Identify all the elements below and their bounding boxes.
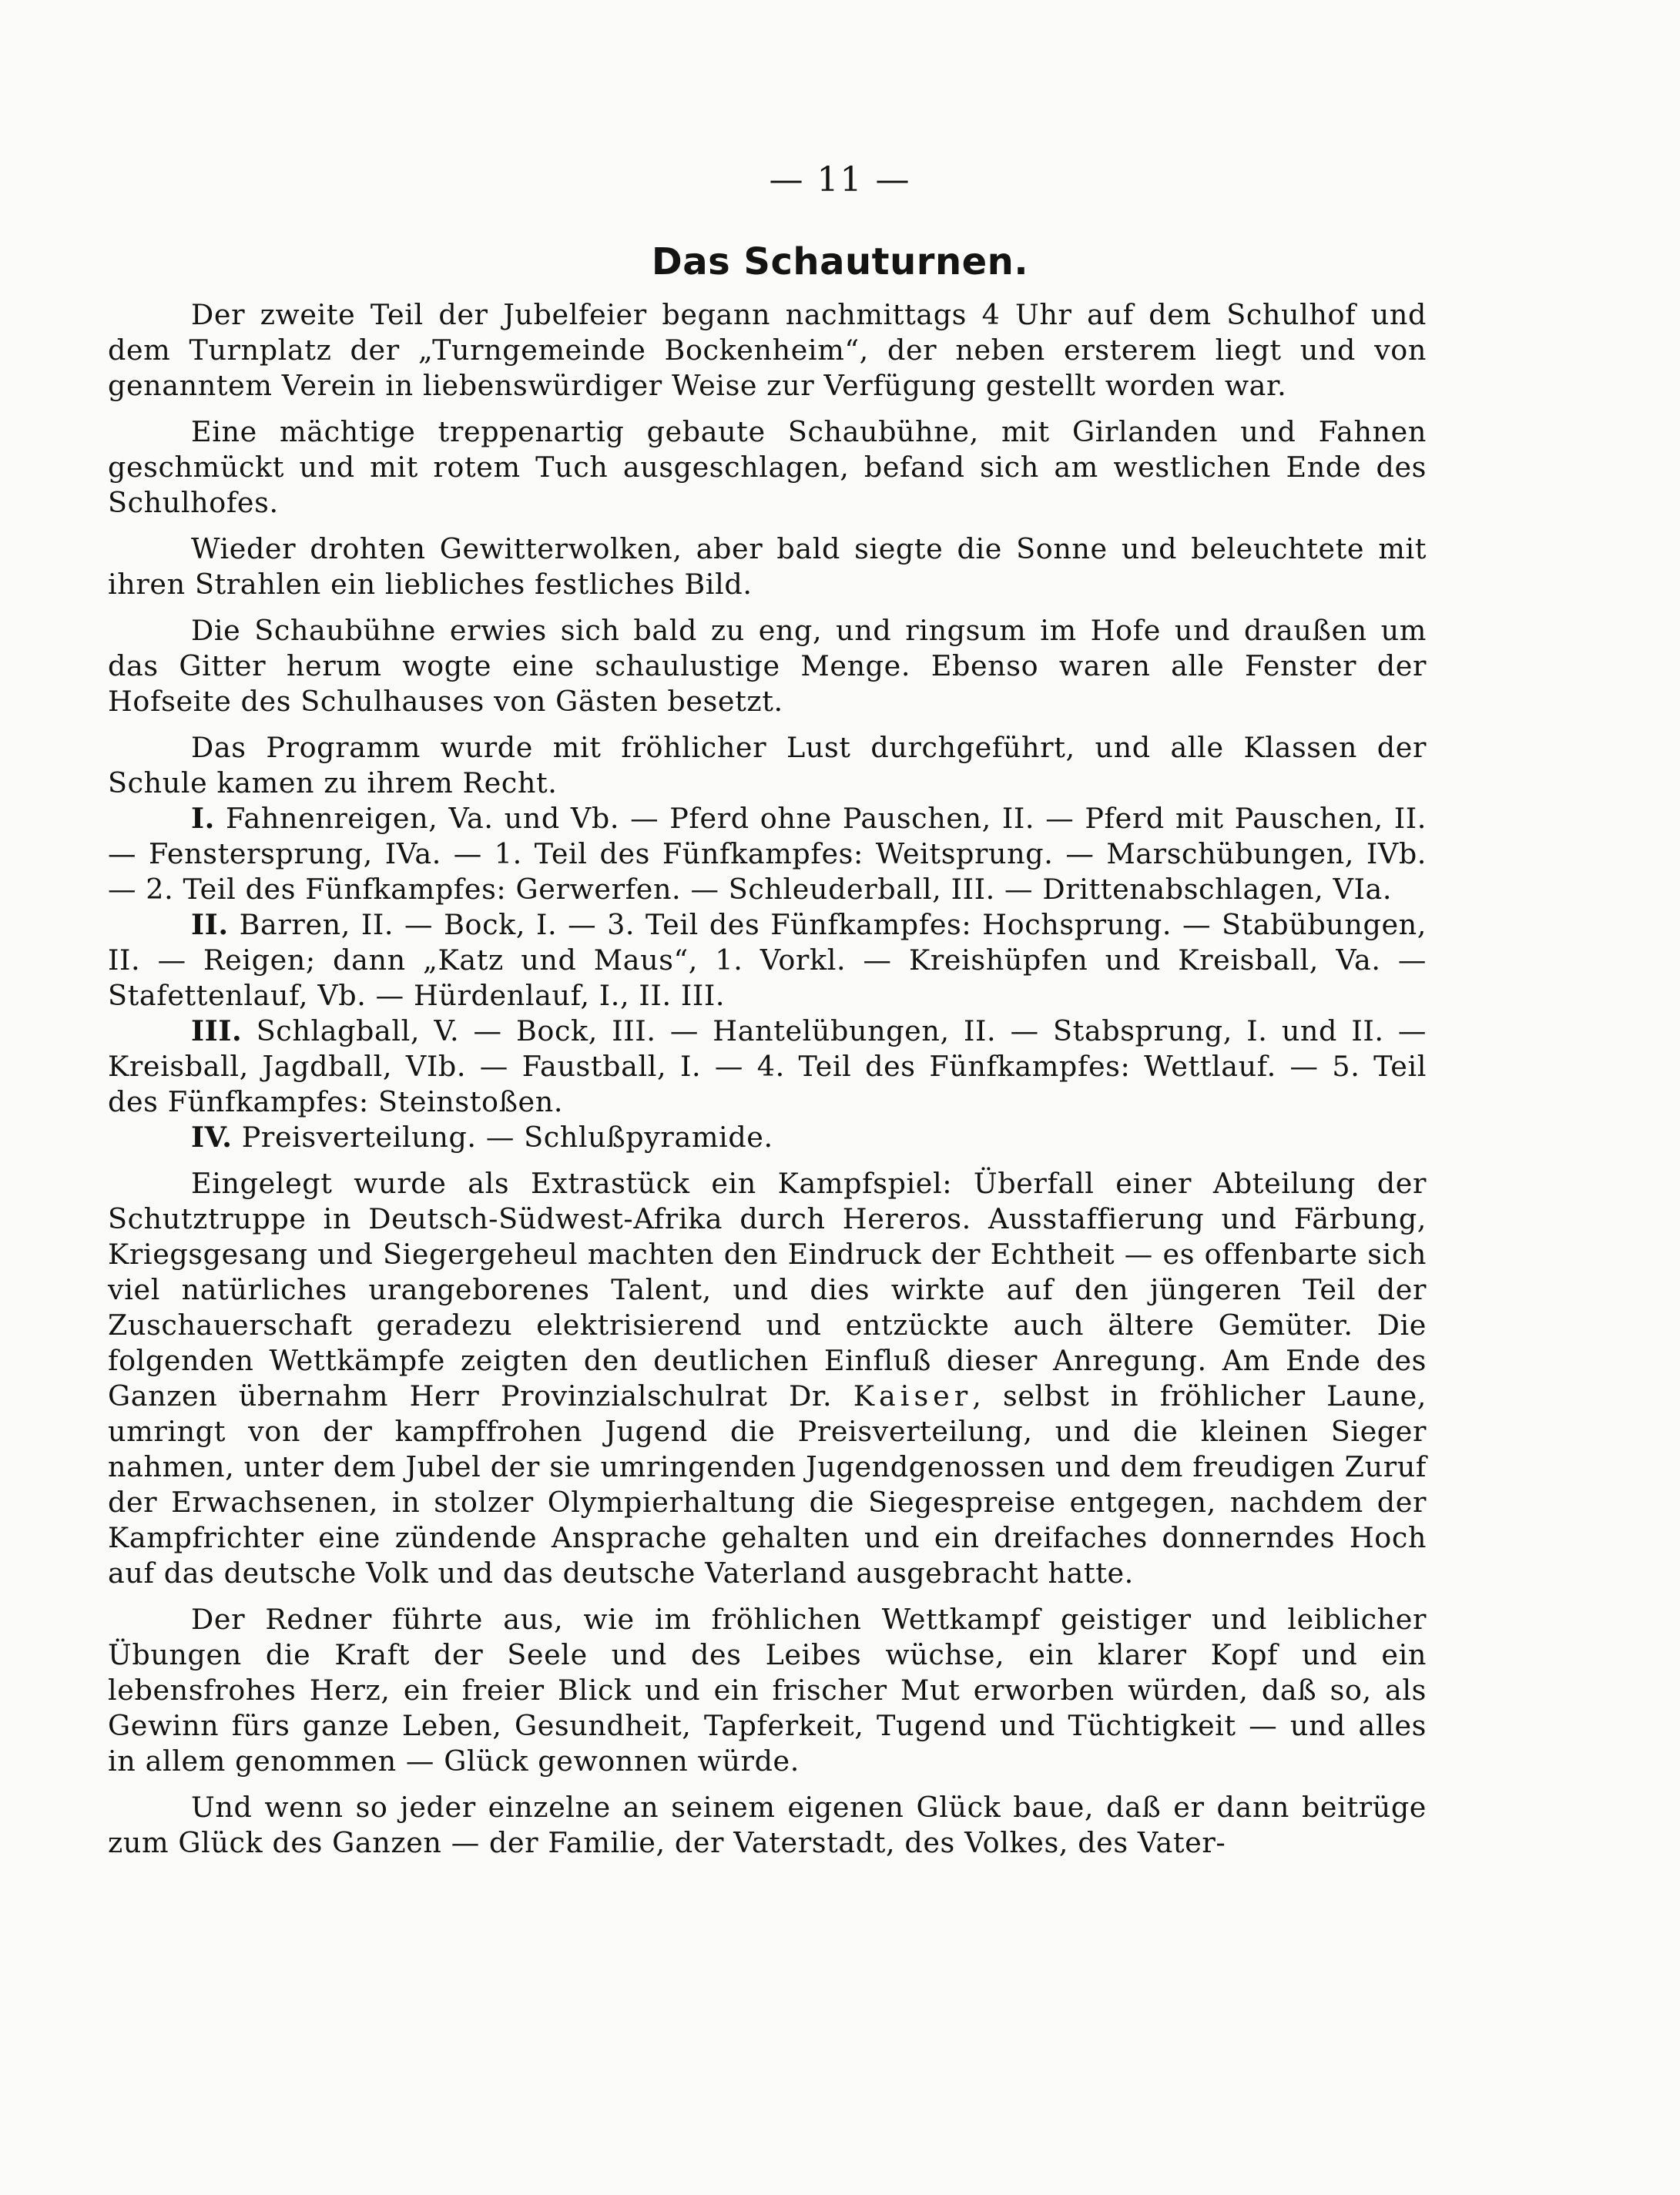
program-item-number: I. xyxy=(191,802,215,835)
paragraph-5: Das Programm wurde mit fröhlicher Lust durchgeführt, und alle Klassen der Schule kamen zu ihrem Recht. xyxy=(108,731,1427,799)
program-item-number: II. xyxy=(191,908,229,941)
paragraph-last: Und wenn so jeder einzelne an seinem eigenen Glück baue, daß er dann beitrüge zum Glück des Ganzen — der Familie, der Vaterstadt, des Volkes, des Vater- xyxy=(108,1791,1427,1859)
name-kaiser: Kaiser xyxy=(853,1379,973,1413)
program-item-number: IV. xyxy=(191,1121,233,1154)
program-item-3 xyxy=(108,1014,1427,1120)
section-title: Das Schauturnen. xyxy=(651,240,1029,283)
paragraph-3: Wieder drohten Gewitterwolken, aber bald siegte die Sonne und beleuchtete mit ihren Strahlen ein liebliches festliches Bild. xyxy=(108,532,1427,601)
paragraph-extrastueck: Eingelegt wurde als Extrastück ein Kampfspiel: Überfall einer Abteilung der Schutztruppe in Deutsch-Südwest-Afrika durch Hereros. Ausstaffierung und Färbung, Kriegsgesang und Siegergeheul machten den Eindruck der Echtheit — es offenbarte sich viel natürliches urangeborenes Talent, und dies wirkte auf den jüngeren Teil der Zuschauerschaft geradezu elektrisierend und entzückte auch ältere Gemüter. Die folgenden Wettkämpfe zeigten den deutlichen Einfluß dieser Anregung. Am Ende des Ganzen übernahm Herr Provinzialschulrat Dr. Kaiser, selbst in fröhlicher Laune, umringt von der kampffrohen Jugend die Preisverteilung, und die kleinen Sieger nahmen, unter dem Jubel der sie umringenden Jugendgenossen und dem freudigen Zuruf der Erwachsenen, in stolzer Olympierhaltung die Siegespreise entgegen, nachdem der Kampfrichter eine zündende Ansprache gehalten und ein dreifaches donnerndes Hoch auf das deutsche Volk und das deutsche Vaterland ausgebracht hatte. xyxy=(108,1167,1427,1590)
paragraph-redner: Der Redner führte aus, wie im fröhlichen Wettkampf geistiger und leiblicher Übungen die Kraft der Seele und des Leibes wüchse, ein klarer Kopf und ein lebensfrohes Herz, ein freier Blick und ein frischer Mut erworben würden, daß so, als Gewinn fürs ganze Leben, Gesundheit, Tapferkeit, Tugend und Tüchtigkeit — und alles in allem genommen — Glück gewonnen würde. xyxy=(108,1603,1427,1778)
program-item-2 xyxy=(108,907,1427,1014)
program-item-1 xyxy=(108,801,1427,907)
program-item-text: Barren, II. — Bock, I. — 3. Teil des Fünfkampfes: Hochsprung. — Stabübungen, II. — Reigen; dann „Katz und Maus“, 1. Vorkl. — Kreishüpfen und Kreisball, Va. — Stafettenlauf, Vb. — Hürdenlauf, I., II. III. xyxy=(108,908,1427,1012)
page-number: — 11 — xyxy=(769,160,911,199)
paragraph-2: Eine mächtige treppenartig gebaute Schaubühne, mit Girlanden und Fahnen geschmückt und mit rotem Tuch ausgeschlagen, befand sich am westlichen Ende des Schulhofes. xyxy=(108,415,1427,519)
program-item-number: III. xyxy=(191,1014,243,1047)
program-item-text: Fahnenreigen, Va. und Vb. — Pferd ohne Pauschen, II. — Pferd mit Pauschen, II. — Fenstersprung, IVa. — 1. Teil des Fünfkampfes: Weitsprung. — Marschübungen, IVb. — 2. Teil des Fünfkampfes: Gerwerfen. — Schleuderball, III. — Drittenabschlagen, VIa. xyxy=(108,802,1427,906)
program-item-4 xyxy=(108,1120,1427,1155)
paragraph-4: Die Schaubühne erwies sich bald zu eng, und ringsum im Hofe und draußen um das Gitter herum wogte eine schaulustige Menge. Ebenso waren alle Fenster der Hofseite des Schulhauses von Gästen besetzt. xyxy=(108,614,1427,718)
program-item-text: Preisverteilung. — Schlußpyramide. xyxy=(241,1121,773,1154)
paragraph-1: Der zweite Teil der Jubelfeier begann nachmittags 4 Uhr auf dem Schulhof und dem Turnplatz der „Turngemeinde Bockenheim“, der neben ersterem liegt und von genanntem Verein in liebenswürdiger Weise zur Verfügung gestellt worden war. xyxy=(108,298,1427,402)
program-item-text: Schlagball, V. — Bock, III. — Hantelübungen, II. — Stabsprung, I. und II. — Kreisball, Jagdball, VIb. — Faustball, I. — 4. Teil des Fünfkampfes: Wettlauf. — 5. Teil des Fünfkampfes: Steinstoßen. xyxy=(108,1014,1427,1118)
body-text xyxy=(108,297,1427,1861)
